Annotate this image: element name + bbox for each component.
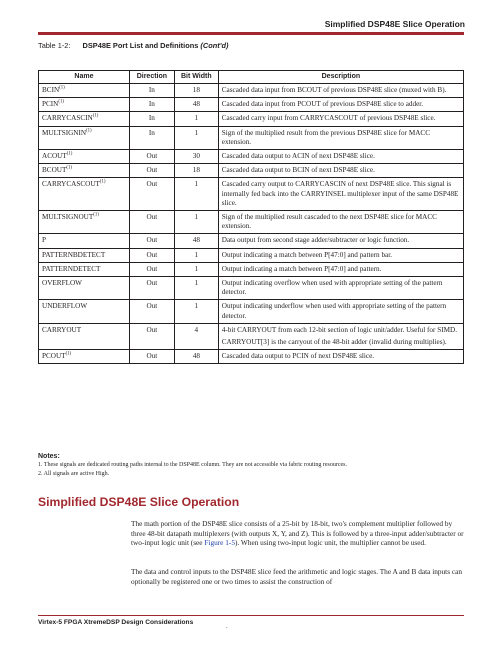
description-text: Output indicating a match between P[47:0] and pattern.: [221, 264, 382, 273]
port-bit-width: 1: [174, 178, 218, 211]
port-bit-width: 1: [174, 277, 218, 300]
port-bit-width: 48: [174, 98, 218, 112]
port-description: [218, 178, 463, 211]
footnote-ref: (1): [92, 114, 99, 120]
body-text: ). When using two-input logic unit, the multiplier cannot be used.: [234, 538, 426, 548]
table-row: [39, 211, 464, 234]
table-caption-title: DSP48E Port List and Definitions: [82, 41, 199, 50]
port-name-cell: [39, 248, 130, 262]
table-caption-label: Table 1-2:: [38, 41, 71, 50]
port-bit-width: 1: [174, 211, 218, 234]
port-bit-width: 1: [174, 262, 218, 276]
port-description: [218, 248, 463, 262]
port-name-cell: [39, 262, 130, 276]
table-row: [39, 126, 464, 149]
port-name: P: [42, 236, 46, 245]
footer-title: Virtex-5 FPGA XtremeDSP Design Considerations: [38, 619, 194, 626]
port-description: [218, 350, 463, 364]
port-direction: Out: [129, 178, 174, 211]
description-text: 4-bit CARRYOUT from each 12-bit section of logic unit/adder. Useful for SIMD.: [221, 325, 457, 334]
col-header-direction: Direction: [129, 71, 174, 84]
port-direction: Out: [129, 150, 174, 164]
port-name: CARRYOUT: [42, 325, 82, 334]
port-direction: Out: [129, 323, 174, 349]
port-bit-width: 18: [174, 84, 218, 98]
description-text: Sign of the multiplied result cascaded to the next DSP48E slice for MACC extension.: [221, 213, 437, 231]
footer-mark: .: [226, 624, 228, 630]
port-direction: Out: [129, 211, 174, 234]
body-paragraph: The data and control inputs to the DSP48E slice feed the arithmetic and logic stages. The A and B data inputs can optionally be registered one or two times to assist the construction of: [131, 567, 462, 586]
footnote-ref: (1): [58, 99, 64, 105]
port-bit-width: 1: [174, 300, 218, 323]
port-direction: In: [129, 98, 174, 112]
port-name-cell: [39, 323, 130, 349]
port-name-cell: [39, 84, 130, 98]
port-name: UNDERFLOW: [42, 302, 88, 311]
col-header-bit-width: Bit Width: [174, 71, 218, 84]
note-item: 2. All signals are active High.: [38, 471, 110, 477]
description-text: Data output from second stage adder/subtracter or logic function.: [221, 236, 410, 245]
port-description: [218, 126, 463, 149]
port-description: [218, 300, 463, 323]
footnote-ref: (1): [66, 151, 73, 157]
running-header-title: Simplified DSP48E Slice Operation: [324, 19, 465, 29]
port-bit-width: 1: [174, 112, 218, 126]
port-bit-width: 30: [174, 150, 218, 164]
port-bit-width: 18: [174, 164, 218, 178]
port-direction: Out: [129, 350, 174, 364]
port-direction: In: [129, 84, 174, 98]
port-name: CARRYCASCIN: [42, 114, 93, 123]
port-direction: Out: [129, 234, 174, 248]
port-bit-width: 1: [174, 248, 218, 262]
table-row: [39, 234, 464, 248]
port-direction: Out: [129, 262, 174, 276]
port-name: MULTSIGNIN: [42, 128, 87, 137]
section-heading: Simplified DSP48E Slice Operation: [38, 495, 240, 509]
description-text: Cascaded carry output to CARRYCASCIN of next DSP48E slice. This signal is internally fed back into the CARRYINSEL multiplexer input of the same DSP48E slice.: [221, 180, 459, 207]
port-name-cell: [39, 98, 130, 112]
footnote-ref: (1): [99, 180, 106, 186]
port-description: [218, 262, 463, 276]
port-name-cell: [39, 112, 130, 126]
port-name: PATTERNBDETECT: [42, 250, 106, 259]
port-description: [218, 84, 463, 98]
port-name: PATTERNDETECT: [42, 264, 101, 273]
table-caption: [38, 41, 228, 50]
table-notes: [38, 452, 464, 479]
description-text: Cascaded data output to BCIN of next DSP48E slice.: [221, 166, 375, 175]
port-name-cell: [39, 211, 130, 234]
port-name: MULTSIGNOUT: [42, 213, 94, 222]
port-direction: Out: [129, 300, 174, 323]
port-description: [218, 323, 463, 349]
table-body: [39, 84, 464, 364]
description-text: Output indicating a match between P[47:0] and pattern bar.: [221, 250, 393, 259]
description-text: Output indicating underflow when used with appropriate setting of the pattern detector.: [221, 302, 447, 320]
col-header-description: Description: [218, 71, 463, 84]
body-paragraph: [131, 519, 466, 548]
body-text: The math portion of the DSP48E slice consists of a 25-bit by 18-bit, two's complement multiplier followed by three 48-bit datapath multiplexers (with outputs X, Y, and Z). This is followed by a three-input adder/subtracter or two-input logic unit (see: [131, 519, 464, 548]
table-header-row: [39, 71, 464, 84]
notes-heading: Notes:: [38, 453, 60, 460]
table-row: [39, 84, 464, 98]
figure-link[interactable]: Figure 1-5: [204, 538, 235, 548]
port-name-cell: [39, 178, 130, 211]
table-row: [39, 98, 464, 112]
port-description: [218, 98, 463, 112]
port-name: PCIN: [42, 100, 59, 109]
description-text: Output indicating overflow when used with appropriate setting of the pattern detector.: [221, 279, 443, 297]
port-description: [218, 277, 463, 300]
table-row: [39, 164, 464, 178]
table-row: [39, 262, 464, 276]
port-description: [218, 112, 463, 126]
port-bit-width: 48: [174, 234, 218, 248]
port-name: BCOUT: [42, 166, 67, 175]
port-direction: Out: [129, 277, 174, 300]
port-name: BCIN: [42, 86, 60, 94]
table-row: [39, 112, 464, 126]
port-name: PCOUT: [42, 352, 66, 361]
port-table: [38, 70, 464, 364]
note-item: 1. These signals are dedicated routing paths internal to the DSP48E column. They are not accessible via fabric routing resources.: [38, 462, 348, 468]
port-bit-width: 48: [174, 350, 218, 364]
port-name: ACOUT: [42, 152, 67, 161]
table-row: [39, 150, 464, 164]
description-text: Cascaded carry input from CARRYCASCOUT of previous DSP48E slice.: [221, 114, 436, 123]
table-row: [39, 277, 464, 300]
port-name-cell: [39, 277, 130, 300]
port-name: OVERFLOW: [42, 279, 82, 288]
table-caption-cont: (Cont'd): [200, 41, 229, 50]
table-row: [39, 300, 464, 323]
port-direction: In: [129, 112, 174, 126]
description-text: Cascaded data output to ACIN of next DSP48E slice.: [221, 152, 375, 161]
footnote-ref: (1): [93, 212, 99, 218]
footnote-ref: (1): [59, 85, 65, 91]
port-description: [218, 211, 463, 234]
footnote-ref: (1): [66, 165, 72, 171]
port-name-cell: [39, 150, 130, 164]
port-name-cell: [39, 126, 130, 149]
port-direction: Out: [129, 248, 174, 262]
table-row: [39, 323, 464, 349]
port-name-cell: [39, 300, 130, 323]
table-row: [39, 350, 464, 364]
table-row: [39, 178, 464, 211]
description-text: CARRYOUT[3] is the carryout of the 48-bit adder (invalid during multiplies).: [221, 338, 447, 347]
port-description: [218, 164, 463, 178]
port-name-cell: [39, 164, 130, 178]
port-name-cell: [39, 234, 130, 248]
description-text: Cascaded data input from PCOUT of previous DSP48E slice to adder.: [221, 100, 424, 109]
port-direction: In: [129, 126, 174, 149]
port-description: [218, 150, 463, 164]
port-name-cell: [39, 350, 130, 364]
port-name: CARRYCASCOUT: [42, 180, 100, 189]
header-rule: [38, 32, 464, 35]
col-header-name: Name: [39, 71, 130, 84]
description-text: Cascaded data output to PCIN of next DSP48E slice.: [221, 352, 375, 361]
port-description: [218, 234, 463, 248]
footnote-ref: (1): [86, 128, 92, 134]
description-text: Sign of the multiplied result from the previous DSP48E slice for MACC extension.: [221, 128, 430, 146]
port-bit-width: 1: [174, 126, 218, 149]
description-text: Cascaded data input from BCOUT of previous DSP48E slice (muxed with B).: [221, 86, 447, 94]
port-direction: Out: [129, 164, 174, 178]
table-row: [39, 248, 464, 262]
footnote-ref: (1): [65, 351, 72, 357]
port-bit-width: 4: [174, 323, 218, 349]
footer-rule: [38, 615, 464, 616]
